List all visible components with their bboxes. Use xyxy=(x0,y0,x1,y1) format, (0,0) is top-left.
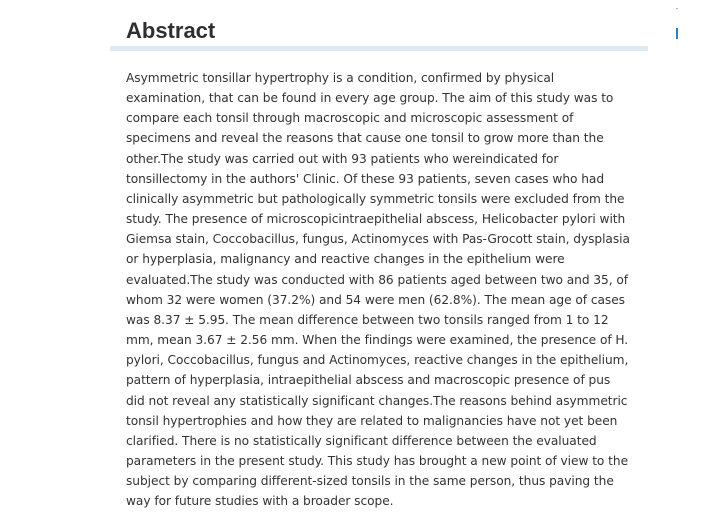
scroll-indicator-top xyxy=(676,8,678,9)
abstract-section xyxy=(110,16,648,511)
heading-divider xyxy=(110,46,648,51)
abstract-body-text: Asymmetric tonsillar hypertrophy is a condition, confirmed by physical examination, that can be found in every age group. The aim of this study was to compare each tonsil through macroscopic and microscopic assessment of specimens and reveal the reasons that cause one tonsil to grow more than the other.The study was carried out with 93 patients who wereindicated for tonsillectomy in the authors' Clinic. Of these 93 patients, seven cases who had clinically asymmetric but pathologically symmetric tonsils were excluded from the study. The presence of microscopicintraepithelial abscess, Helicobacter pylori with Giemsa stain, Coccobacillus, fungus, Actinomyces with Pas-Grocott stain, dysplasia or hyperplasia, malignancy and reactive changes in the epithelium were evaluated.The study was conducted with 86 patients aged between two and 35, of whom 32 were women (37.2%) and 54 were men (62.8%). The mean age of cases was 8.37 ± 5.95. The mean difference between two tonsils ranged from 1 to 12 mm, mean 3.67 ± 2.56 mm. When the findings were examined, the presence of H. pylori, Coccobacillus, fungus and Actinomyces, reactive changes in the epithelium, pattern of hyperplasia, intraepithelial abscess and macroscopic presence of pus did not reveal any statistically significant changes.The reasons behind asymmetric tonsil hypertrophies and how they are related to malignancies have not yet been clarified. There is no statistically significant difference between the evaluated parameters in the present study. This study has brought a new point of view to the subject by comparing different-sized tonsils in the same person, thus paving the way for future studies with a broader scope. xyxy=(126,71,630,509)
abstract-heading: Abstract xyxy=(126,18,216,43)
side-marker-icon[interactable] xyxy=(676,28,678,39)
